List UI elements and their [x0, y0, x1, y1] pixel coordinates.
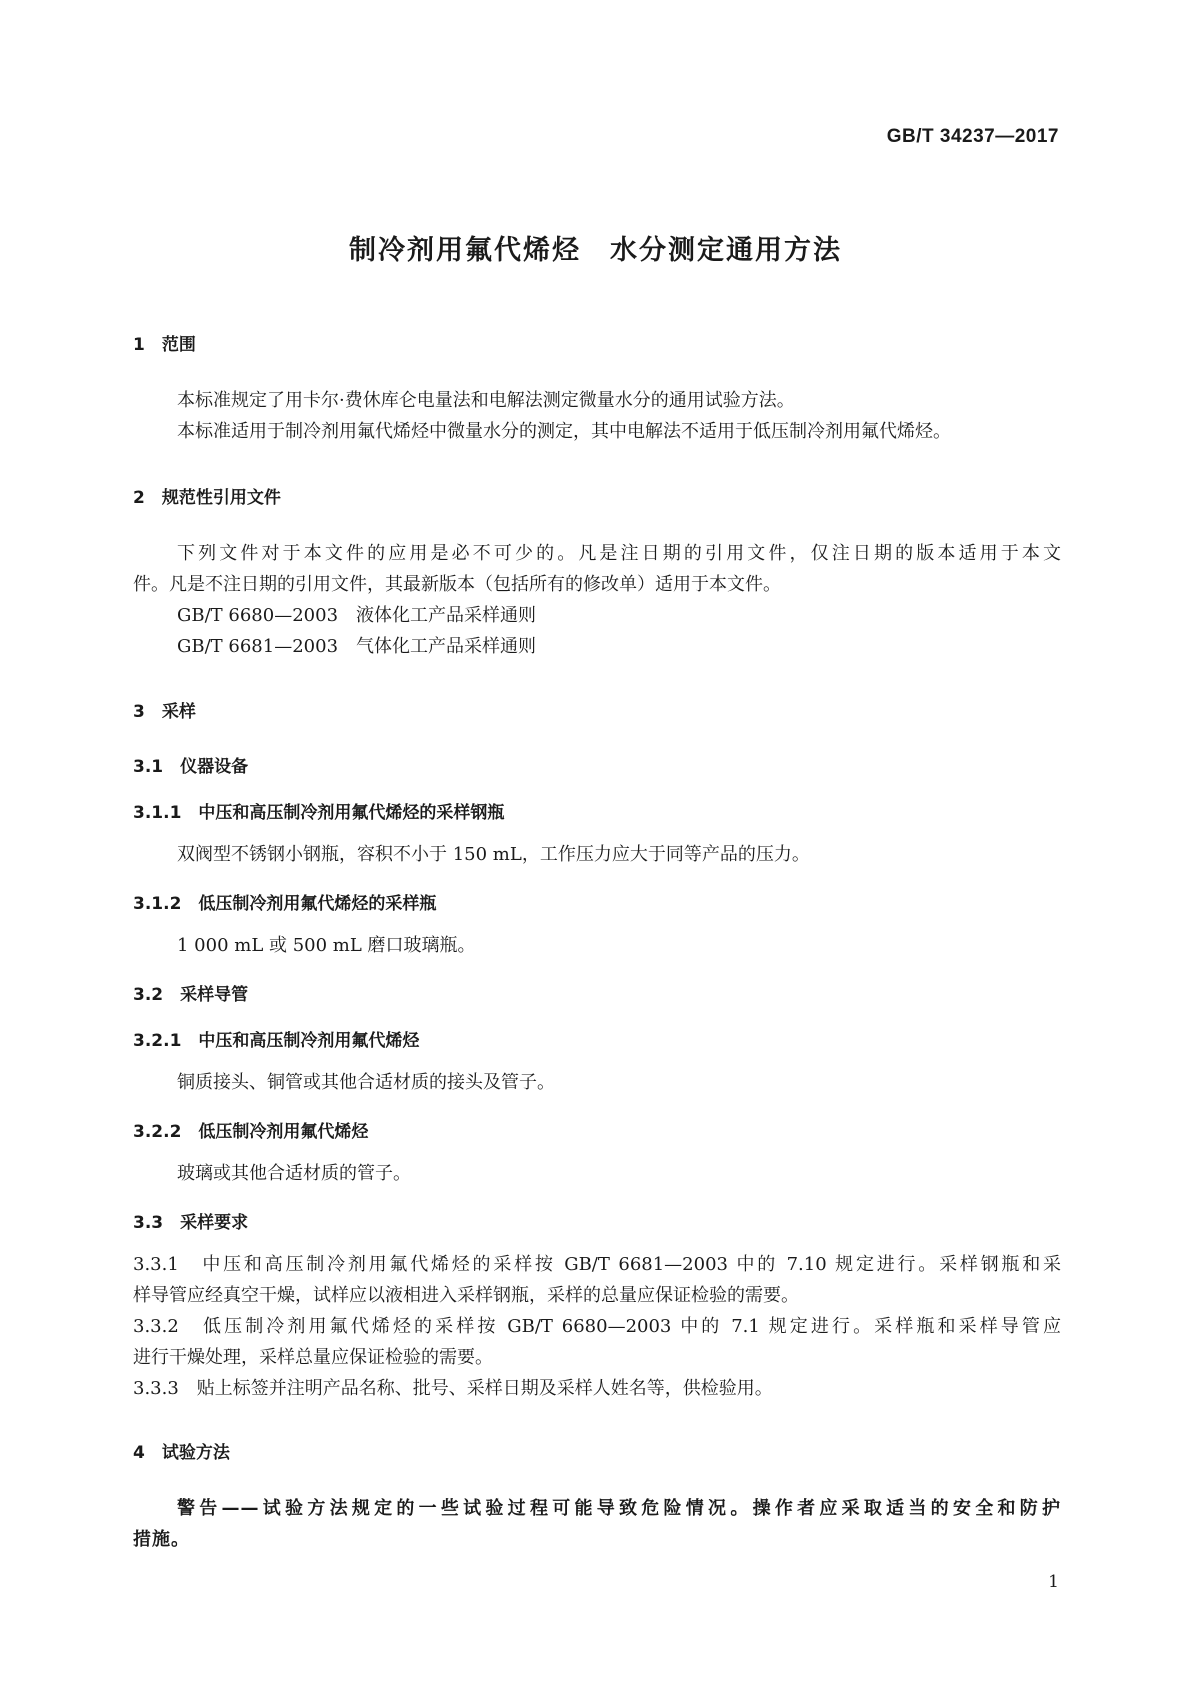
- section-2-paragraph-line-1: 下列文件对于本文件的应用是必不可少的。凡是注日期的引用文件，仅注日期的版本适用于本文: [177, 543, 1061, 564]
- section-3-2-2-heading: 3.2.2 低压制冷剂用氟代烯烃: [133, 1122, 369, 1142]
- page-number: 1: [1048, 1572, 1059, 1592]
- section-3-1-2-heading: 3.1.2 低压制冷剂用氟代烯烃的采样瓶: [133, 894, 437, 914]
- warning-line-1: 警告——试验方法规定的一些试验过程可能导致危险情况。操作者应采取适当的安全和防护: [177, 1498, 1061, 1519]
- section-3-3-3-text: 3.3.3 贴上标签并注明产品名称、批号、采样日期及采样人姓名等，供检验用。: [133, 1378, 773, 1399]
- section-2-heading: 2 规范性引用文件: [133, 488, 281, 508]
- section-3-1-2-text: 1 000 mL 或 500 mL 磨口玻璃瓶。: [177, 935, 476, 956]
- standard-code: GB/T 34237—2017: [886, 126, 1059, 147]
- section-1-paragraph-1: 本标准规定了用卡尔·费休库仑电量法和电解法测定微量水分的通用试验方法。: [177, 390, 795, 411]
- section-3-1-1-heading: 3.1.1 中压和高压制冷剂用氟代烯烃的采样钢瓶: [133, 803, 505, 823]
- section-2-paragraph-line-2: 件。凡是不注日期的引用文件，其最新版本（包括所有的修改单）适用于本文件。: [133, 574, 781, 595]
- section-3-3-1-line-1: 3.3.1 中压和高压制冷剂用氟代烯烃的采样按 GB/T 6681—2003 中的 7.10 规定进行。采样钢瓶和采: [133, 1254, 1061, 1275]
- section-3-3-heading: 3.3 采样要求: [133, 1213, 249, 1233]
- section-3-heading: 3 采样: [133, 702, 196, 722]
- reference-gbt-6681: GB/T 6681—2003 气体化工产品采样通则: [177, 636, 537, 657]
- section-3-1-heading: 3.1 仪器设备: [133, 757, 249, 777]
- section-3-3-2-line-1: 3.3.2 低压制冷剂用氟代烯烃的采样按 GB/T 6680—2003 中的 7.1 规定进行。采样瓶和采样导管应: [133, 1316, 1061, 1337]
- section-3-2-2-text: 玻璃或其他合适材质的管子。: [177, 1163, 411, 1184]
- section-3-2-1-text: 铜质接头、铜管或其他合适材质的接头及管子。: [177, 1072, 555, 1093]
- section-1-heading: 1 范围: [133, 335, 196, 355]
- section-3-2-1-heading: 3.2.1 中压和高压制冷剂用氟代烯烃: [133, 1031, 420, 1051]
- section-4-heading: 4 试验方法: [133, 1443, 230, 1463]
- section-3-3-2-line-2: 进行干燥处理，采样总量应保证检验的需要。: [133, 1347, 493, 1368]
- document-title: 制冷剂用氟代烯烃 水分测定通用方法: [349, 235, 842, 266]
- section-1-paragraph-2: 本标准适用于制冷剂用氟代烯烃中微量水分的测定，其中电解法不适用于低压制冷剂用氟代烯烃。: [177, 421, 951, 442]
- section-3-1-1-text: 双阀型不锈钢小钢瓶，容积不小于 150 mL，工作压力应大于同等产品的压力。: [177, 844, 810, 865]
- reference-gbt-6680: GB/T 6680—2003 液体化工产品采样通则: [177, 605, 537, 626]
- section-3-3-1-line-2: 样导管应经真空干燥，试样应以液相进入采样钢瓶，采样的总量应保证检验的需要。: [133, 1285, 799, 1306]
- section-3-2-heading: 3.2 采样导管: [133, 985, 249, 1005]
- warning-line-2: 措施。: [133, 1529, 190, 1550]
